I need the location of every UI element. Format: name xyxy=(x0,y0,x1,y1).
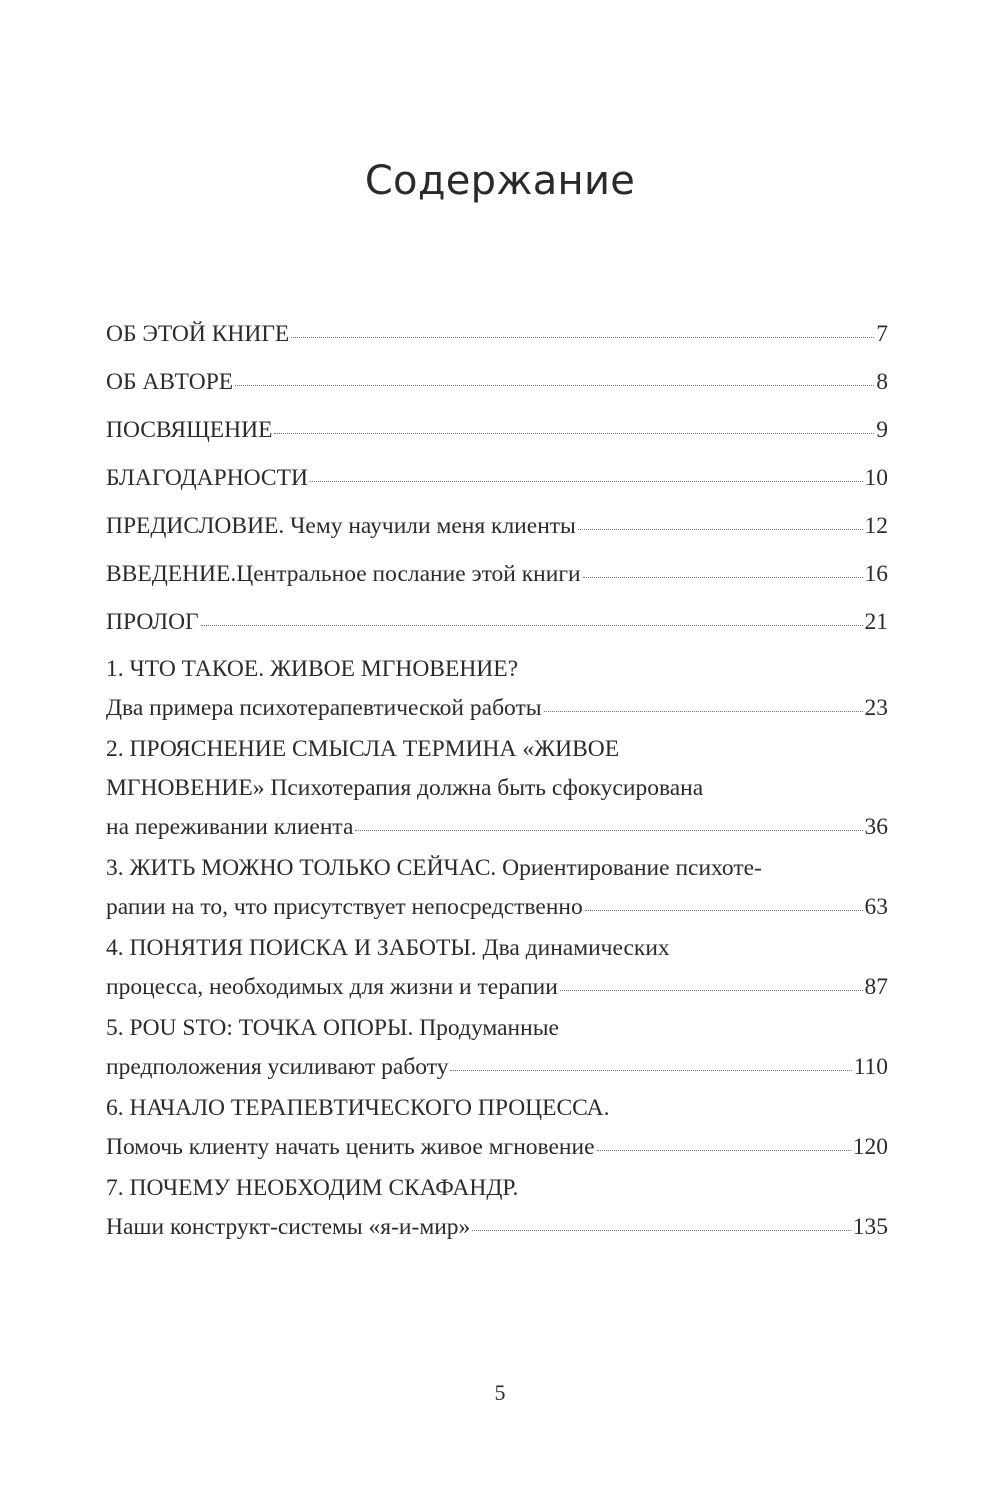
toc-entry[interactable] xyxy=(106,1169,888,1247)
toc-entry-title-line: 2. ПРОЯСНЕНИЕ СМЫСЛА ТЕРМИНА «ЖИВОЕ xyxy=(106,736,620,762)
dot-leader xyxy=(585,910,863,911)
dot-leader xyxy=(560,990,863,991)
toc-entry-page: 9 xyxy=(876,417,888,443)
toc-entry-title-line: на переживании клиента xyxy=(106,814,354,840)
toc-entry[interactable] xyxy=(106,554,888,594)
dot-leader xyxy=(450,1070,851,1071)
toc-entry-title-line: рапии на то, что присутствует непосредственно xyxy=(106,894,583,920)
toc-entry-page: 8 xyxy=(876,369,888,395)
toc-entry-title: ВВЕДЕНИЕ.Центральное послание этой книги xyxy=(106,561,581,587)
toc-entry-title-line: 1. ЧТО ТАКОЕ. ЖИВОЕ МГНОВЕНИЕ? xyxy=(106,656,519,682)
dot-leader xyxy=(201,625,863,626)
toc-entry-title-line: предположения усиливают работу xyxy=(106,1054,449,1080)
dot-leader xyxy=(578,529,863,530)
toc-entry-page: 36 xyxy=(864,814,888,840)
toc-entry-page: 110 xyxy=(853,1054,888,1080)
page-number: 5 xyxy=(494,1380,506,1405)
table-of-contents xyxy=(106,314,888,1249)
toc-entry-title-line: 3. ЖИТЬ МОЖНО ТОЛЬКО СЕЙЧАС. Ориентирование психоте- xyxy=(106,855,762,881)
toc-entry-page: 21 xyxy=(864,609,888,635)
dot-leader xyxy=(291,337,874,338)
toc-entry[interactable] xyxy=(106,650,888,728)
toc-entry-title: ПРЕДИСЛОВИЕ. Чему научили меня клиенты xyxy=(106,513,576,539)
toc-entry[interactable] xyxy=(106,458,888,498)
toc-entry-title: ОБ ЭТОЙ КНИГЕ xyxy=(106,321,290,347)
toc-entry-page: 87 xyxy=(864,974,888,1000)
toc-entry[interactable] xyxy=(106,362,888,402)
toc-entry-title: ПОСВЯЩЕНИЕ xyxy=(106,417,273,443)
toc-entry[interactable] xyxy=(106,314,888,354)
toc-entry-title: ПРОЛОГ xyxy=(106,609,199,635)
toc-entry-title-line: Два примера психотерапевтической работы xyxy=(106,695,542,721)
dot-leader xyxy=(274,433,874,434)
toc-entry[interactable] xyxy=(106,506,888,546)
toc-entry-page: 10 xyxy=(864,465,888,491)
toc-entry-title-line: Помочь клиенту начать ценить живое мгновение xyxy=(106,1134,595,1160)
toc-entry[interactable] xyxy=(106,1089,888,1167)
toc-entry-page: 63 xyxy=(864,894,888,920)
toc-entry[interactable] xyxy=(106,1009,888,1087)
toc-entry[interactable] xyxy=(106,730,888,847)
toc-entry-title-line: 7. ПОЧЕМУ НЕОБХОДИМ СКАФАНДР. xyxy=(106,1175,519,1201)
dot-leader xyxy=(310,481,863,482)
toc-entry-title-line: МГНОВЕНИЕ» Психотерапия должна быть сфокусирована xyxy=(106,775,704,801)
dot-leader xyxy=(544,711,863,712)
toc-entry[interactable] xyxy=(106,929,888,1007)
toc-entry-page: 120 xyxy=(852,1134,888,1160)
toc-entry-page: 23 xyxy=(864,695,888,721)
toc-entry-title: ОБ АВТОРЕ xyxy=(106,369,234,395)
toc-entry-page: 12 xyxy=(864,513,888,539)
toc-entry-page: 7 xyxy=(876,321,888,347)
toc-entry-title-line: процесса, необходимых для жизни и терапии xyxy=(106,974,558,1000)
toc-entry[interactable] xyxy=(106,410,888,450)
dot-leader xyxy=(355,830,862,831)
dot-leader xyxy=(583,577,863,578)
dot-leader xyxy=(472,1230,850,1231)
toc-entry-title-line: Наши конструкт-системы «я-и-мир» xyxy=(106,1214,471,1240)
toc-entry[interactable] xyxy=(106,849,888,927)
toc-entry-title: БЛАГОДАРНОСТИ xyxy=(106,465,308,491)
toc-entry-title-line: 4. ПОНЯТИЯ ПОИСКА И ЗАБОТЫ. Два динамических xyxy=(106,935,670,961)
toc-entry-title-line: 6. НАЧАЛО ТЕРАПЕВТИЧЕСКОГО ПРОЦЕССА. xyxy=(106,1095,610,1121)
dot-leader xyxy=(597,1150,851,1151)
toc-entry-page: 135 xyxy=(852,1214,888,1240)
dot-leader xyxy=(235,385,874,386)
page-title: Содержание xyxy=(364,158,636,204)
toc-entry-title-line: 5. POU STO: ТОЧКА ОПОРЫ. Продуманные xyxy=(106,1015,559,1041)
toc-entry-page: 16 xyxy=(864,561,888,587)
toc-entry[interactable] xyxy=(106,602,888,642)
